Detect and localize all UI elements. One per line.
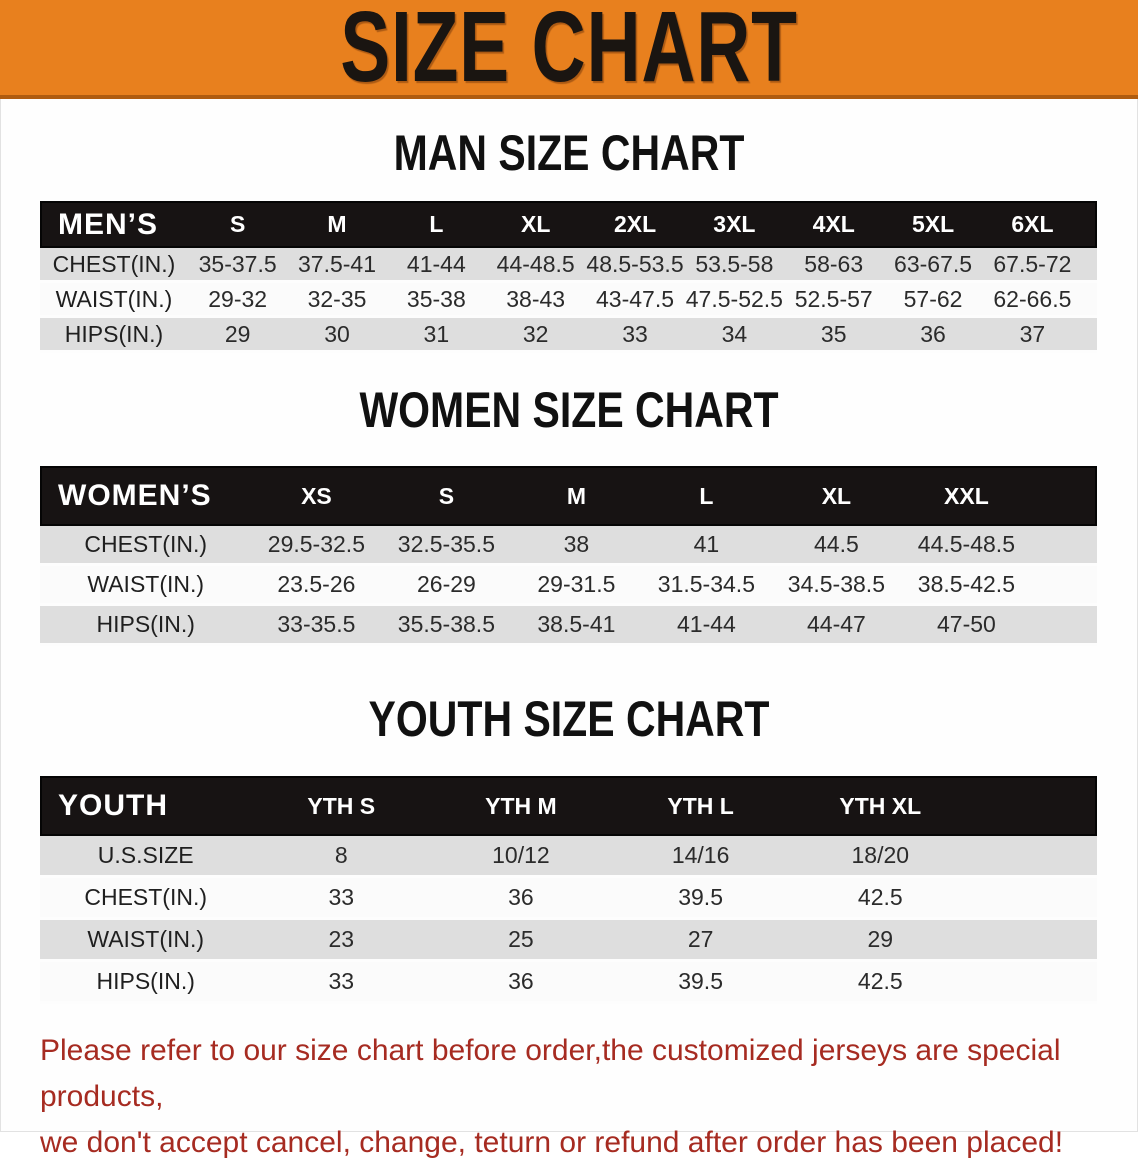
table-corner-label: WOMEN’S [40, 466, 251, 526]
men-size-table [40, 201, 1097, 353]
table-row [40, 836, 1097, 878]
size-value-cell: 42.5 [790, 962, 970, 1004]
size-value-cell: 37 [983, 318, 1082, 353]
size-value-cell: 43-47.5 [585, 283, 684, 318]
size-value-cell: 44-47 [771, 606, 901, 646]
column-header: YTH L [611, 776, 791, 836]
size-value-cell: 29-31.5 [511, 566, 641, 606]
row-label: U.S.SIZE [40, 836, 251, 878]
size-value-cell: 35-37.5 [188, 248, 287, 283]
column-header: 5XL [883, 201, 982, 248]
spacer-cell [1082, 318, 1097, 353]
column-header: L [387, 201, 486, 248]
size-value-cell: 34.5-38.5 [771, 566, 901, 606]
row-label: WAIST(IN.) [40, 283, 188, 318]
size-value-cell: 35 [784, 318, 883, 353]
disclaimer-line: Please refer to our size chart before order,the customized jerseys are special products, [40, 1034, 1061, 1113]
table-row [40, 920, 1097, 962]
size-value-cell: 36 [431, 962, 611, 1004]
column-header: YTH S [251, 776, 431, 836]
size-value-cell: 41 [641, 526, 771, 566]
row-label: CHEST(IN.) [40, 248, 188, 283]
youth-section-heading: YOUTH SIZE CHART [368, 691, 770, 747]
section-youth [0, 690, 1138, 1004]
size-value-cell: 41-44 [641, 606, 771, 646]
size-value-cell: 44.5-48.5 [901, 526, 1031, 566]
column-header: YTH M [431, 776, 611, 836]
size-value-cell: 29 [188, 318, 287, 353]
size-value-cell: 14/16 [611, 836, 791, 878]
size-value-cell: 29-32 [188, 283, 287, 318]
column-header: XL [771, 466, 901, 526]
size-value-cell: 33 [251, 878, 431, 920]
spacer-cell [970, 962, 1097, 1004]
size-value-cell: 33-35.5 [251, 606, 381, 646]
size-value-cell: 32-35 [287, 283, 386, 318]
column-header: S [381, 466, 511, 526]
size-value-cell: 47-50 [901, 606, 1031, 646]
size-value-cell: 36 [883, 318, 982, 353]
size-value-cell: 25 [431, 920, 611, 962]
size-value-cell: 32.5-35.5 [381, 526, 511, 566]
row-label: CHEST(IN.) [40, 526, 251, 566]
size-value-cell: 23.5-26 [251, 566, 381, 606]
size-value-cell: 26-29 [381, 566, 511, 606]
size-value-cell: 8 [251, 836, 431, 878]
row-label: WAIST(IN.) [40, 566, 251, 606]
spacer-cell [1031, 606, 1097, 646]
spacer-cell [970, 776, 1097, 836]
row-label: CHEST(IN.) [40, 878, 251, 920]
table-row [40, 318, 1097, 353]
column-header: L [641, 466, 771, 526]
size-value-cell: 10/12 [431, 836, 611, 878]
page-title: SIZE CHART [340, 0, 798, 103]
men-section-heading: MAN SIZE CHART [393, 125, 745, 181]
size-value-cell: 36 [431, 878, 611, 920]
size-value-cell: 44.5 [771, 526, 901, 566]
size-value-cell: 37.5-41 [287, 248, 386, 283]
spacer-cell [1082, 201, 1097, 248]
spacer-cell [970, 920, 1097, 962]
size-value-cell: 31 [387, 318, 486, 353]
disclaimer-line: we don't accept cancel, change, teturn or refund after order has been placed! [40, 1126, 1064, 1159]
column-header: XXL [901, 466, 1031, 526]
size-value-cell: 41-44 [387, 248, 486, 283]
column-header: M [511, 466, 641, 526]
section-men [0, 124, 1138, 353]
size-value-cell: 29.5-32.5 [251, 526, 381, 566]
table-row [40, 283, 1097, 318]
size-value-cell: 44-48.5 [486, 248, 585, 283]
size-value-cell: 33 [251, 962, 431, 1004]
column-header: S [188, 201, 287, 248]
size-value-cell: 53.5-58 [685, 248, 784, 283]
spacer-cell [1082, 283, 1097, 318]
size-value-cell: 38 [511, 526, 641, 566]
table-row [40, 566, 1097, 606]
table-corner-label: YOUTH [40, 776, 251, 836]
row-label: WAIST(IN.) [40, 920, 251, 962]
column-header: 6XL [983, 201, 1082, 248]
spacer-cell [970, 836, 1097, 878]
women-size-table [40, 466, 1097, 646]
spacer-cell [1031, 526, 1097, 566]
row-label: HIPS(IN.) [40, 606, 251, 646]
column-header: XS [251, 466, 381, 526]
row-label: HIPS(IN.) [40, 962, 251, 1004]
size-table [40, 776, 1097, 1004]
disclaimer-text [40, 1028, 1108, 1166]
size-value-cell: 38.5-41 [511, 606, 641, 646]
size-value-cell: 63-67.5 [883, 248, 982, 283]
table-row [40, 606, 1097, 646]
size-value-cell: 32 [486, 318, 585, 353]
size-value-cell: 48.5-53.5 [585, 248, 684, 283]
table-row [40, 962, 1097, 1004]
column-header: XL [486, 201, 585, 248]
size-value-cell: 62-66.5 [983, 283, 1082, 318]
size-value-cell: 58-63 [784, 248, 883, 283]
size-value-cell: 30 [287, 318, 386, 353]
table-header-row [40, 201, 1097, 248]
size-value-cell: 39.5 [611, 962, 791, 1004]
column-header: M [287, 201, 386, 248]
size-value-cell: 38.5-42.5 [901, 566, 1031, 606]
spacer-cell [1031, 466, 1097, 526]
size-value-cell: 35.5-38.5 [381, 606, 511, 646]
table-row [40, 248, 1097, 283]
size-value-cell: 57-62 [883, 283, 982, 318]
size-value-cell: 18/20 [790, 836, 970, 878]
column-header: YTH XL [790, 776, 970, 836]
size-value-cell: 39.5 [611, 878, 791, 920]
column-header: 3XL [685, 201, 784, 248]
size-value-cell: 33 [585, 318, 684, 353]
size-value-cell: 31.5-34.5 [641, 566, 771, 606]
table-header-row [40, 466, 1097, 526]
size-table [40, 201, 1097, 353]
spacer-cell [970, 878, 1097, 920]
size-value-cell: 52.5-57 [784, 283, 883, 318]
size-value-cell: 29 [790, 920, 970, 962]
section-women [0, 381, 1138, 646]
size-value-cell: 27 [611, 920, 791, 962]
size-value-cell: 47.5-52.5 [685, 283, 784, 318]
size-value-cell: 35-38 [387, 283, 486, 318]
size-value-cell: 34 [685, 318, 784, 353]
table-row [40, 526, 1097, 566]
size-value-cell: 23 [251, 920, 431, 962]
spacer-cell [1031, 566, 1097, 606]
women-section-heading: WOMEN SIZE CHART [359, 382, 779, 438]
size-table [40, 466, 1097, 646]
column-header: 4XL [784, 201, 883, 248]
table-corner-label: MEN’S [40, 201, 188, 248]
youth-size-table [40, 776, 1097, 1004]
row-label: HIPS(IN.) [40, 318, 188, 353]
size-value-cell: 67.5-72 [983, 248, 1082, 283]
table-row [40, 878, 1097, 920]
size-value-cell: 42.5 [790, 878, 970, 920]
size-value-cell: 38-43 [486, 283, 585, 318]
column-header: 2XL [585, 201, 684, 248]
table-header-row [40, 776, 1097, 836]
banner [0, 0, 1138, 103]
spacer-cell [1082, 248, 1097, 283]
